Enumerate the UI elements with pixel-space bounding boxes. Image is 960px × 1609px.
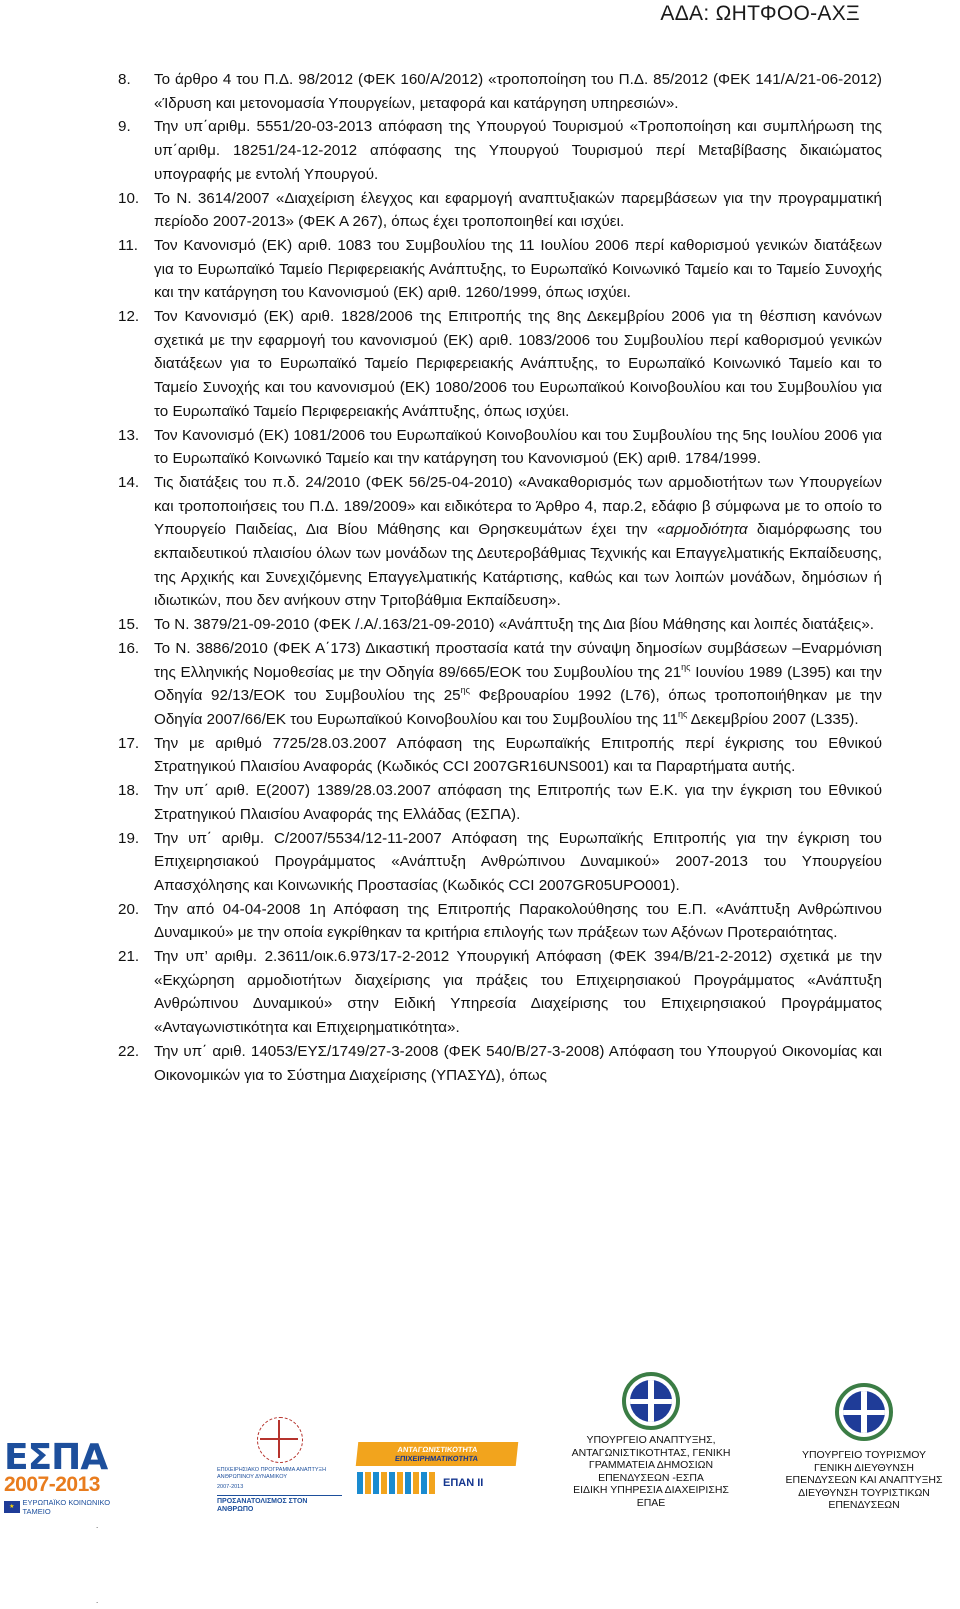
compass-icon [257, 1417, 303, 1463]
list-item [118, 115, 882, 186]
ministry-development-text [566, 1434, 736, 1509]
list-item [118, 424, 882, 471]
superscript-text: ης [677, 708, 688, 719]
text-run: Τις διατάξεις του π.δ. 24/2010 (ΦΕΚ 56/25-04-2010) «Ανακαθορισμός των αρμοδιοτήτων των Υπουργείων και τροποποιήσεις του Π.Δ. 189/2009» και ειδικότερα το Άρθρο 4, παρ.2, εδάφιο β σύμφωνα με το οποίο το Υπουργείο Παιδείας, Δια Βίου Μάθησης και Θρησκευμάτων έχει την « [154, 473, 882, 539]
anthropos-program-years: 2007-2013 [217, 1484, 244, 1490]
list-item-number: 13. [118, 426, 140, 444]
anthropos-program-logo [217, 1417, 342, 1514]
list-item [118, 779, 882, 826]
ministry-text-line: ΓΡΑΜΜΑΤΕΙΑ ΔΗΜΟΣΙΩΝ [588, 1459, 714, 1471]
list-item-text [154, 779, 882, 826]
text-run: Την με αριθμό 7725/28.03.2007 Απόφαση της Ευρωπαϊκής Επιτροπής περί έγκρισης του Εθνικού Στρατηγικού Πλαισίου Αναφοράς (Κωδικός CCI 2007GR16UNS001) και τα Παραρτήματα αυτής. [154, 734, 882, 776]
text-run: Φεβρουαρίου 1992 (L76), όπως τροποποιήθηκαν με την Οδηγία 2007/66/ΕΚ του Ευρωπαϊκού Κοινοβουλίου και του Συμβουλίου της 11 [154, 687, 882, 728]
footer-dot: . [96, 1521, 99, 1530]
list-item-text [154, 898, 882, 945]
list-item [118, 945, 882, 1040]
greek-emblem-icon [622, 1372, 680, 1430]
superscript-text: ης [681, 661, 691, 672]
epan-label: ΕΠΑΝ ΙΙ [443, 1477, 484, 1489]
list-item [118, 68, 882, 115]
text-run: Την υπ΄ αριθ. 14053/ΕΥΣ/1749/27-3-2008 (ΦΕΚ 540/Β/27-3-2008) Απόφαση του Υπουργού Οικονομίας και Οικονομικών για το Σύστημα Διαχείρισης (ΥΠΑΣΥΔ), όπως [154, 1042, 882, 1084]
text-run: Τον Κανονισμό (ΕΚ) αριθ. 1828/2006 της Επιτροπής της 8ης Δεκεμβρίου 2006 για τη θέσπιση κανόνων σχετικά με την εφαρμογή του κανονισμού (ΕΚ) αριθ. 1083/2006 του Συμβουλίου περί καθορισμού γενικών διατάξεων για το Ευρωπαϊκό Ταμείο Περιφερειακής Ανάπτυξης, το Ευρωπαϊκό Κοινωνικό Ταμείο και το Ταμείο Συνοχής και του κανονισμού (ΕΚ) 1080/2006 του Ευρωπαϊκού Κοινοβουλίου και του Συμβουλίου για το Ευρωπαϊκό Ταμείο Περιφερειακής Ανάπτυξης, όπως ισχύει. [154, 308, 882, 420]
list-item-number: 17. [118, 734, 140, 752]
list-item [118, 613, 882, 637]
text-run: Το άρθρο 4 του Π.Δ. 98/2012 (ΦΕΚ 160/Α/2012) «τροποποίηση του Π.Δ. 85/2012 (ΦΕΚ 141/Α/21-06-2012) «Ίδρυση και μετονομασία Υπουργείων, μεταφορά και κατάργηση υπηρεσιών». [154, 71, 882, 112]
list-item-number: 15. [118, 616, 140, 634]
list-item-text [154, 637, 882, 732]
text-run: Τον Κανονισμό (ΕΚ) 1081/2006 του Ευρωπαϊκού Κοινοβουλίου και του Συμβουλίου της 5ης Ιουλίου 2006 για το Ευρωπαϊκό Κοινωνικό Ταμείο και την κατάργηση του Κανονισμού (ΕΚ) αριθ. 1784/1999. [154, 426, 882, 468]
list-item-text [154, 305, 882, 424]
list-item-text [154, 115, 882, 186]
list-item-text [154, 234, 882, 305]
ministry-text-line: ΥΠΟΥΡΓΕΙΟ ΤΟΥΡΙΣΜΟΥ [801, 1449, 927, 1461]
list-item [118, 305, 882, 424]
text-run: Το Ν. 3879/21-09-2010 (ΦΕΚ /.Α/.163/21-09-2010) «Ανάπτυξη της Δια βίου Μάθησης και λοιπές διατάξεις». [154, 616, 874, 634]
espa-logo [4, 1437, 124, 1516]
text-run: Το Ν. 3886/2010 (ΦΕΚ Α΄173) Δικαστική προστασία κατά την σύναψη δημοσίων συμβάσεων –Εναρμόνιση της Ελληνικής Νομοθεσίας με την Οδηγία 89/665/ΕΟΚ του Συμβουλίου της 21 [154, 639, 882, 681]
list-item-number: 11. [118, 236, 138, 254]
list-item [118, 187, 882, 234]
list-item [118, 234, 882, 305]
epan-word-entrepreneurship: ΕΠΙΧΕΙΡΗΜΑΤΙΚΟΤΗΤΑ [394, 1454, 479, 1463]
espa-fund-line [4, 1498, 124, 1516]
text-run: διαμόρφωσης του εκπαιδευτικού πλαισίου όλων των μονάδων της Δευτεροβάθμιας Τεχνικής και Επαγγελματικής Εκπαίδευσης, της Αρχικής και Συνεχιζόμενης Επαγγελματικής Κατάρτισης, καθώς και των λοιπών μονάδων, δημόσιων ή ιδιωτικών, που δεν ανήκουν στην Τριτοβάθμια Εκπαίδευση». [154, 521, 882, 610]
anthropos-program-name: ΕΠΙΧΕΙΡΗΣΙΑΚΟ ΠΡΟΓΡΑΜΜΑ ΑΝΑΠΤΥΞΗ ΑΝΘΡΩΠΙΝΟΥ ΔΥΝΑΜΙΚΟΥ [217, 1467, 327, 1480]
text-run: Την υπ΄ αριθμ. C/2007/5534/12-11-2007 Απόφαση της Ευρωπαϊκής Επιτροπής για την έγκριση του Επιχειρησιακού Προγράμματος «Ανάπτυξη Ανθρώπινου Δυναμικού» 2007-2013 του Υπουργείου Απασχόλησης και Κοινωνικής Προστασίας (Κωδικός CCI 2007GR05UPO001). [154, 829, 882, 894]
espa-fund-text: ΕΥΡΩΠΑΪΚΟ ΚΟΙΝΩΝΙΚΟ ΤΑΜΕΙΟ [22, 1498, 111, 1516]
ministry-text-line: ΥΠΟΥΡΓΕΙΟ ΑΝΑΠΤΥΞΗΣ, [586, 1434, 716, 1446]
list-item-number: 19. [118, 829, 140, 847]
text-run: Την υπ’ αριθμ. 2.3611/οικ.6.973/17-2-2012 Υπουργική Απόφαση (ΦΕΚ 394/Β/21-2-2012) σχετικά με την «Εκχώρηση αρμοδιοτήτων διαχείρισης για πράξεις του Επιχειρησιακού Προγράμματος «Ανάπτυξη Ανθρώπινου Δυναμικού» στην Ειδική Υπηρεσία Διαχείρισης του Επιχειρησιακού Προγράμματος «Ανταγωνιστικότητα και Επιχειρηματικότητα». [154, 948, 882, 1037]
footer-dot: . [96, 1596, 99, 1605]
epan-banner [356, 1442, 519, 1466]
ministry-development-block [566, 1372, 736, 1509]
list-item-text [154, 945, 882, 1040]
list-item-number: 9. [118, 118, 131, 136]
list-item-number: 14. [118, 473, 140, 491]
ministry-tourism-text [784, 1449, 944, 1512]
list-item-number: 22. [118, 1042, 140, 1060]
list-item-text [154, 187, 882, 234]
text-run: Την υπ΄ αριθ. Ε(2007) 1389/28.03.2007 απόφαση της Επιτροπής των Ε.Κ. για την έγκριση του Εθνικού Στρατηγικού Πλαισίου Αναφοράς της Ελλάδας (ΕΣΠΑ). [154, 782, 882, 823]
list-item-text [154, 827, 882, 898]
list-item [118, 898, 882, 945]
footer-logos [0, 1395, 960, 1575]
list-item-text [154, 732, 882, 779]
ministry-text-line: ΔΙΕΥΘΥΝΣΗ ΤΟΥΡΙΣΤΙΚΩΝ [798, 1486, 930, 1499]
epan-stripes-graphic [357, 1472, 437, 1494]
ministry-text-line: ΕΠΑΕ [636, 1496, 666, 1509]
ada-identifier: ΑΔΑ: ΩΗΤΦΟΟ-ΑΧΞ [660, 2, 860, 25]
greek-emblem-icon [835, 1383, 893, 1441]
epan-logo [357, 1442, 517, 1494]
list-item-text [154, 424, 882, 471]
list-item [118, 637, 882, 732]
list-item-text [154, 68, 882, 115]
text-run: Την υπ΄αριθμ. 5551/20-03-2013 απόφαση της Υπουργού Τουρισμού «Τροποποίηση και συμπλήρωση της υπ΄αριθμ. 18251/24-12-2012 απόφασης της Υπουργού Τουρισμού περί Μεταβίβασης δικαιώματος υπογραφής με εντολή Υπουργού. [154, 118, 882, 183]
list-item-text [154, 613, 882, 637]
list-item [118, 1040, 882, 1087]
list-item-number: 21. [118, 948, 140, 966]
list-item-number: 12. [118, 308, 140, 326]
epan-word-competitiveness: ΑΝΤΑΓΩΝΙΣΤΙΚΟΤΗΤΑ [397, 1445, 478, 1454]
anthropos-tagline: ΠΡΟΣΑΝΑΤΟΛΙΣΜΟΣ ΣΤΟΝ ΑΝΘΡΩΠΟ [217, 1495, 342, 1514]
espa-logo-years: 2007-2013 [4, 1473, 100, 1496]
list-item-text [154, 1040, 882, 1087]
list-item-number: 16. [118, 639, 140, 657]
text-run: Ιουνίου 1989 (L395) και την Οδηγία 92/13/ΕΟΚ του Συμβουλίου της 25 [154, 663, 882, 705]
ministry-text-line: ΕΠΕΝΔΥΣΕΩΝ -ΕΣΠΑ [598, 1471, 704, 1484]
list-item-number: 20. [118, 900, 140, 918]
list-item-number: 18. [118, 782, 140, 800]
list-item-number: 10. [118, 189, 140, 207]
ministry-text-line: ΕΙΔΙΚΗ ΥΠΗΡΕΣΙΑ ΔΙΑΧΕΙΡΙΣΗΣ [573, 1484, 729, 1496]
superscript-text: ης [460, 685, 470, 696]
decision-references-list [118, 68, 882, 1087]
ministry-text-line: ΕΠΕΝΔΥΣΕΩΝ [828, 1499, 900, 1511]
italic-text: αρμοδιότητα [665, 521, 748, 539]
list-item-number: 8. [118, 71, 131, 88]
ministry-text-line: ΓΕΝΙΚΗ ΔΙΕΥΘΥΝΣΗ [813, 1461, 915, 1474]
text-run: Την από 04-04-2008 1η Απόφαση της Επιτροπής Παρακολούθησης του Ε.Π. «Ανάπτυξη Ανθρώπινου Δυναμικού» με την οποία εγκρίθηκαν τα κριτήρια επιλογής των πράξεων των Αξόνων Προτεραιότητας. [154, 900, 882, 942]
eu-flag-icon: ★ [4, 1501, 20, 1513]
ministry-text-line: ΑΝΤΑΓΩΝΙΣΤΙΚΟΤΗΤΑΣ, ΓΕΝΙΚΗ [571, 1446, 731, 1459]
list-item [118, 732, 882, 779]
list-item [118, 827, 882, 898]
espa-logo-text: ΕΣΠΑ [4, 1437, 108, 1478]
list-item-text [154, 471, 882, 613]
ministry-tourism-block [784, 1383, 944, 1512]
list-item [118, 471, 882, 613]
ministry-text-line: ΕΠΕΝΔΥΣΕΩΝ ΚΑΙ ΑΝΑΠΤΥΞΗΣ [785, 1474, 943, 1486]
text-run: Το Ν. 3614/2007 «Διαχείριση έλεγχος και εφαρμογή αναπτυξιακών παρεμβάσεων για την προγραμματική περίοδο 2007-2013» (ΦΕΚ Α 267), όπως έχει τροποποιηθεί και ισχύει. [154, 189, 882, 231]
text-run: Τον Κανονισμό (ΕΚ) αριθ. 1083 του Συμβουλίου της 11 Ιουλίου 2006 περί καθορισμού γενικών διατάξεων για το Ευρωπαϊκό Ταμείο Περιφερειακής Ανάπτυξης, το Ευρωπαϊκό Κοινωνικό Ταμείο και το Ταμείο Συνοχής και την κατάργηση του Κανονισμού (ΕΚ) αριθ. 1260/1999, όπως ισχύει. [154, 236, 882, 302]
text-run: Δεκεμβρίου 2007 (L335). [687, 710, 859, 728]
